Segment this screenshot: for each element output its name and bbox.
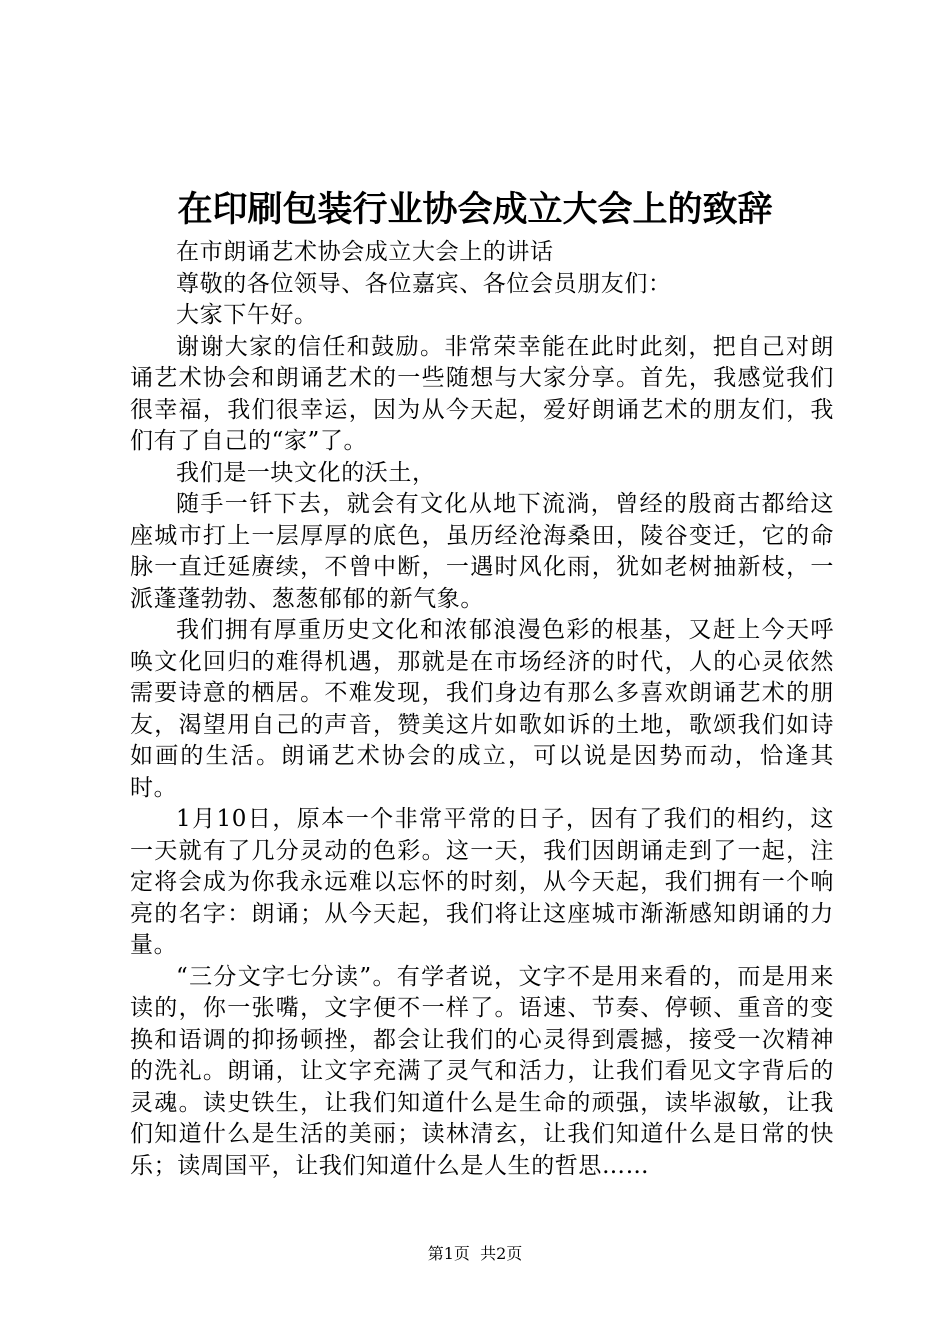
page-number: 第1页	[427, 1244, 470, 1263]
paragraph: 尊敬的各位领导、各位嘉宾、各位会员朋友们：	[176, 270, 672, 297]
paragraph: 在市朗诵艺术协会成立大会上的讲话	[176, 239, 554, 265]
paragraph: 我们是一块文化的沃土，	[176, 459, 436, 486]
document-title: 在印刷包装行业协会成立大会上的致辞	[177, 189, 773, 230]
document-body	[130, 237, 834, 1182]
page-footer	[0, 1243, 950, 1265]
paragraph: 1月10日，原本一个非常平常的日子，因有了我们的相约，这一天就有了几分灵动的色彩。这一天，我们因朗诵走到了一起，注定将会成为你我永远难以忘怀的时刻，从今天起，我们拥有一个响亮的名字：朗诵；从今天起，我们将让这座城市渐渐感知朗诵的力量。	[130, 806, 834, 958]
paragraph: 随手一钎下去，就会有文化从地下流淌，曾经的殷商古都给这座城市打上一层厚厚的底色，虽历经沧海桑田，陵谷变迁，它的命脉一直迁延赓续，不曾中断，一遇时风化雨，犹如老树抽新枝，一派蓬蓬勃勃、葱葱郁郁的新气象。	[130, 491, 834, 612]
paragraph: “三分文字七分读”。有学者说，文字不是用来看的，而是用来读的，你一张嘴，文字便不一样了。语速、节奏、停顿、重音的变换和语调的抑扬顿挫，都会让我们的心灵得到震撼，接受一次精神的洗礼。朗诵，让文字充满了灵气和活力，让我们看见文字背后的灵魂。读史铁生，让我们知道什么是生命的顽强，读毕淑敏，让我们知道什么是生活的美丽；读林清玄，让我们知道什么是日常的快乐；读周国平，让我们知道什么是人生的哲思……	[130, 963, 834, 1179]
paragraph: 大家下午好。	[176, 302, 318, 328]
page-total: 共2页	[480, 1244, 523, 1263]
paragraph: 我们拥有厚重历史文化和浓郁浪漫色彩的根基，又赶上今天呼唤文化回归的难得机遇，那就是在市场经济的时代，人的心灵依然需要诗意的栖居。不难发现，我们身边有那么多喜欢朗诵艺术的朋友，渴望用自己的声音，赞美这片如歌如诉的土地，歌颂我们如诗如画的生活。朗诵艺术协会的成立，可以说是因势而动，恰逢其时。	[130, 617, 834, 801]
paragraph: 谢谢大家的信任和鼓励。非常荣幸能在此时此刻，把自己对朗诵艺术协会和朗诵艺术的一些随想与大家分享。首先，我感觉我们很幸福，我们很幸运，因为从今天起，爱好朗诵艺术的朋友们，我们有了自己的“家”了。	[130, 333, 834, 454]
